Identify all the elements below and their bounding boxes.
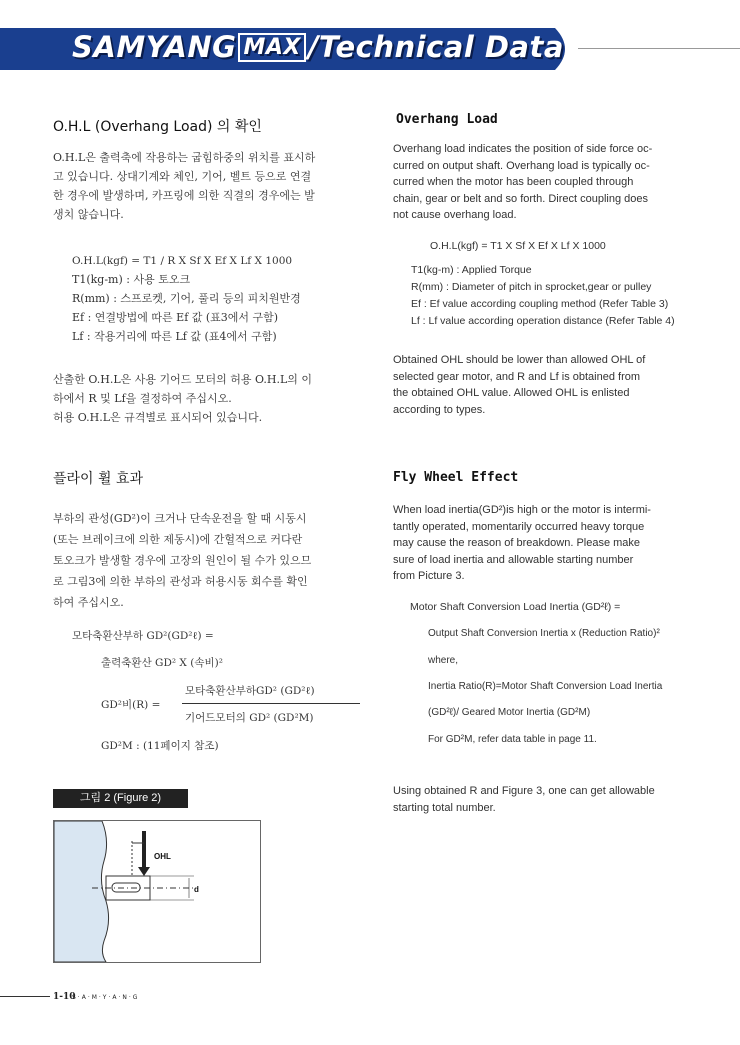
title-text: /Technical Data [307,30,564,64]
gdm-note-korean: GD²M : (11페이지 참조) [101,740,219,752]
ohl-heading-korean: O.H.L (Overhang Load) 의 확인 [53,119,262,135]
where-text-english: where, [428,655,459,666]
inertia-formula-2-korean: 출력축환산 GD² X (속비)² [101,657,223,669]
fly-paragraph-korean: 부하의 관성(GD²)이 크거나 단속운전을 할 때 시동시 (또는 브레이크에 의한 제동시)에 간헐적으로 커다란 토오크가 발생할 경우에 고장의 원인이 될 수가 있으므 로 그림3에 의한 부하의 관성과 허용시동 회수를 확인 하여 주십시오. [53,512,312,609]
inertia-ratio-english: Inertia Ratio(R)=Motor Shaft Conversion Load Inertia [428,681,663,692]
ohl-heading-english: Overhang Load [396,112,498,127]
page-title [72,30,564,64]
ohl-formula-korean: O.H.L(kgf) = T1 / R X Sf X Ef X Lf X 1000 [72,255,293,267]
ohl-conclusion-english: Obtained OHL should be lower than allowed OHL of selected gear motor, and R and Lf is obtained from the obtained OHL value. Allowed OHL is enlisted according to types. [393,354,646,416]
ohl-formula-english: O.H.L(kgf) = T1 X Sf X Ef X Lf X 1000 [430,240,606,252]
figure-label: 그림 2 (Figure 2) [53,789,188,808]
ratio-denominator-korean: 기어드모터의 GD² (GD²M) [185,712,314,724]
figure-2-diagram [53,820,261,963]
inertia-formula-2-english: Output Shaft Conversion Inertia x (Reduction Ratio)² [428,628,660,639]
closing-text-english: Using obtained R and Figure 3, one can get allowable starting total number. [393,785,655,814]
ratio-label-korean: GD²비(R) = [101,699,161,711]
fly-heading-english: Fly Wheel Effect [393,470,519,485]
footer-rule [0,996,50,997]
header-rule [578,48,740,49]
d-label: d [194,885,199,894]
page-number: 1-10 [53,992,76,1002]
fly-heading-korean: 플라이 휠 효과 [53,471,144,487]
ohl-conclusion-korean: 산출한 O.H.L은 사용 기어드 모터의 허용 O.H.L의 이 하에서 R 및 Lf을 결정하여 주십시오. 허용 O.H.L은 규격별로 표시되어 있습니다. [53,373,313,424]
footer-brand: S·A·M·Y·A·N·G [72,994,140,1001]
inertia-formula-1-korean: 모타축환산부하 GD²(GD²ℓ) = [72,630,214,642]
ohl-definitions-korean: T1(kg-m) : 사용 토오크 R(mm) : 스프로켓, 기어, 풀리 등의 피치원반경 Ef : 연결방법에 따른 Ef 값 (표3에서 구함) Lf : 작용거리에 따른 Lf 값 (표4에서 구함) [72,273,301,343]
ohl-paragraph-korean: O.H.L은 출력축에 작용하는 굽힘하중의 위치를 표시하 고 있습니다. 상대기계와 체인, 기어, 벨트 등으로 연결 한 경우에 발생하며, 카프링에 의한 직결의 경우에는 발 생치 않습니다. [53,151,316,221]
ohl-paragraph-english: Overhang load indicates the position of side force oc- curred on output shaft. Overhang load is typically oc- curred when the motor has been coupled through chain, gear or belt and so forth. Direct coupling does not cause overhang load. [393,143,653,221]
ratio-numerator-korean: 모타축환산부하GD² (GD²ℓ) [185,685,315,697]
ohl-label: OHL [154,852,171,861]
brand-name: SAMYANG [72,30,237,64]
fly-paragraph-english: When load inertia(GD²)is high or the motor is intermi- tantly operated, momentarily occurred heavy torque may cause the reason of breakdown. Please make sure of load inertia and allowable starting number from Picture 3. [393,504,651,582]
gdm-note-english: For GD²M, refer data table in page 11. [428,734,597,745]
ohl-definitions-english: T1(kg-m) : Applied Torque R(mm) : Diameter of pitch in sprocket,gear or pulley Ef : Ef value according coupling method (Refer Table 3) Lf : Lf value according operation distance (Refer Table 4) [411,264,675,327]
fraction-line [182,703,360,704]
inertia-formula-1-english: Motor Shaft Conversion Load Inertia (GD²ℓ) = [410,601,621,613]
inertia-ratio-cont-english: (GD²ℓ)/ Geared Motor Inertia (GD²M) [428,707,591,718]
max-logo: MAX [238,33,305,62]
